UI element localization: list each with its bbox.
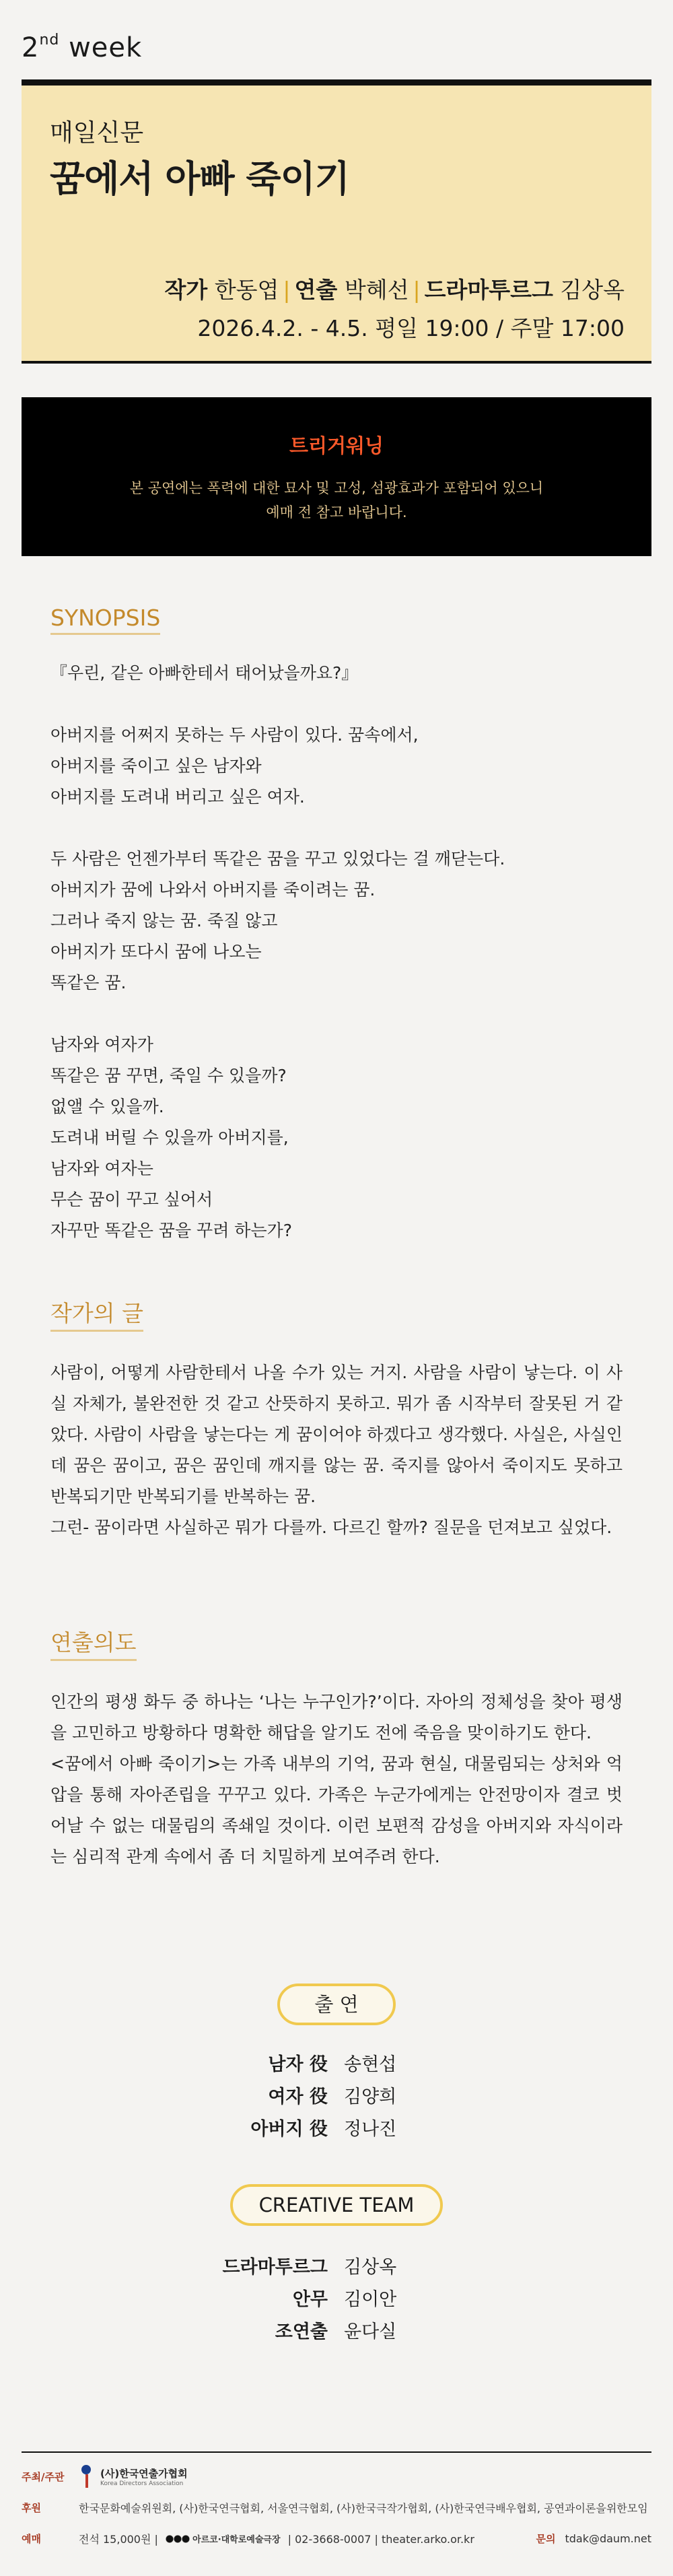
creative-row (0, 2249, 673, 2281)
synopsis-paragraph: 두 사람은 언젠가부터 똑같은 꿈을 꾸고 있었다는 걸 깨닫는다. 아버지가 꿈에 나와서 아버지를 죽이려는 꿈. 그러나 죽지 않는 꿈. 죽질 않고 아버지가 또다시 꿈에 나오는 똑같은 꿈. (50, 849, 505, 992)
writer-note-body (50, 1357, 623, 1543)
credit-role: 드라마투르그 (424, 277, 553, 303)
week-number: 2 (22, 32, 40, 63)
trigger-body (22, 476, 651, 524)
synopsis-heading: SYNOPSIS (50, 605, 160, 635)
cast-list (0, 2046, 673, 2143)
ticket-label: 예매 (22, 2532, 41, 2545)
creative-row (0, 2281, 673, 2313)
venue-logo (166, 2532, 281, 2545)
credit-name: 한동엽 (214, 277, 279, 303)
cast-row (0, 2046, 673, 2078)
trigger-warning-box (22, 397, 651, 556)
contact-label: 문의 (536, 2532, 556, 2545)
cast-name: 송현섭 (344, 2054, 397, 2075)
cast-name: 김양희 (344, 2086, 397, 2107)
trigger-line: 예매 전 참고 바랍니다. (266, 504, 407, 520)
credits-line (165, 273, 625, 304)
contact (536, 2532, 651, 2546)
writer-note-text: 사람이, 어떻게 사람한테서 나올 수가 있는 거지. 사람을 사람이 낳는다. 이 사실 자체가, 불완전한 것 같고 산뜻하지 못하고. 뭐가 좀 시작부터 잘못된 거 같았다. 사람이 사람을 낳는다는 게 꿈이어야 하겠다고 생각했다. 사실은, 사실인데 꿈은 꿈이고, 꿈은 꿈인데 깨지를 않는 꿈. 죽지를 않아서 죽이지도 못하고 반복되기만 반복되기를 반복하는 꿈. 그런- 꿈이라면 사실하곤 뭐가 다를까. 다르긴 할까? 질문을 던져보고 싶었다. (50, 1363, 623, 1537)
creative-role: 드라마투르그 (222, 2256, 328, 2278)
show-title: 꿈에서 아빠 죽이기 (50, 158, 349, 200)
creative-team-list (0, 2249, 673, 2346)
director-note-heading: 연출의도 (50, 1625, 137, 1661)
writer-note-heading: 작가의 글 (50, 1296, 143, 1332)
director-note-body (50, 1687, 623, 1872)
creative-name: 김이안 (344, 2289, 397, 2310)
host-logo (79, 2465, 188, 2488)
contact-email-link[interactable]: tdak@daum.net (565, 2532, 651, 2545)
title-box (22, 86, 651, 364)
trigger-line: 본 공연에는 폭력에 대한 묘사 및 고성, 섬광효과가 포함되어 있으니 (129, 480, 544, 496)
cast-row (0, 2111, 673, 2143)
ticket-price: 전석 15,000원 (79, 2532, 151, 2546)
credit-role: 연출 (294, 277, 338, 303)
host-name: (사)한국연출가협회 (100, 2467, 188, 2480)
creative-name: 김상옥 (344, 2256, 397, 2278)
venue-name: 아르코·대학로예술극장 (192, 2535, 281, 2545)
trigger-title: 트리거워닝 (289, 434, 384, 457)
ticket-info: 전석 15,000원 | 아르코·대학로예술극장 | 02-3668-0007 | theater.arko.or.kr (79, 2532, 474, 2546)
ticket-phone[interactable]: 02-3668-0007 (295, 2532, 371, 2546)
sponsor-list: 한국문화예술위원회, (사)한국연극협회, 서울연극협회, (사)한국극작가협회, (사)한국연극배우협회, 공연과이론을위한모임 (79, 2501, 648, 2515)
ticket-website-link[interactable]: theater.arko.or.kr (382, 2532, 474, 2546)
host-label: 주최/주관 (22, 2470, 65, 2483)
cast-role: 남자 役 (268, 2054, 328, 2075)
creative-team-heading: CREATIVE TEAM (230, 2184, 443, 2226)
separator: | (413, 277, 421, 303)
synopsis-paragraph: 남자와 여자가 똑같은 꿈 꾸면, 죽일 수 있을까? 없앨 수 있을까. 도려내 버릴 수 있을까 아버지를, 남자와 여자는 무슨 꿈이 꾸고 싶어서 자꾸만 똑같은 꿈을 꾸려 하는가? (50, 1035, 293, 1240)
week-word: week (69, 32, 143, 63)
creative-row (0, 2313, 673, 2346)
schedule: 2026.4.2. - 4.5. 평일 19:00 / 주말 17:00 (197, 315, 625, 341)
top-divider (22, 79, 651, 86)
cast-role: 아버지 役 (250, 2118, 328, 2140)
credit-role: 작가 (164, 277, 208, 303)
arko-logo-icon (166, 2535, 190, 2543)
footer-divider (22, 2451, 651, 2453)
credit-name: 김상옥 (560, 277, 625, 303)
newspaper-name: 매일신문 (50, 119, 144, 147)
association-logo-icon (79, 2465, 94, 2488)
synopsis-paragraph: 아버지를 어쩌지 못하는 두 사람이 있다. 꿈속에서, 아버지를 죽이고 싶은 남자와 아버지를 도려내 버리고 싶은 여자. (50, 725, 419, 807)
ticket-row (22, 2523, 651, 2554)
director-note-text: 인간의 평생 화두 중 하나는 ‘나는 누구인가?’이다. 자아의 정체성을 찾아 평생을 고민하고 방황하다 명확한 해답을 알기도 전에 죽음을 맞이하기도 한다. <꿈에서 아빠 죽이기>는 가족 내부의 기억, 꿈과 현실, 대물림되는 상처와 억압을 통해 자아존립을 꾸꾸고 있다. 가족은 누군가에게는 안전망이자 결코 벗어날 수 없는 대물림의 족쇄일 것이다. 이런 보편적 감성을 아버지와 자식이라는 심리적 관계 속에서 좀 더 치밀하게 보여주려 한다. (50, 1692, 623, 1866)
cast-row (0, 2078, 673, 2111)
synopsis-body (50, 658, 623, 1246)
cast-heading: 출 연 (277, 1984, 396, 2025)
creative-role: 안무 (292, 2289, 328, 2310)
week-label (22, 32, 142, 63)
cast-role: 여자 役 (268, 2086, 328, 2107)
host-row (22, 2461, 651, 2492)
footer (22, 2461, 651, 2554)
sponsor-row (22, 2492, 651, 2523)
creative-name: 윤다실 (344, 2321, 397, 2342)
creative-role: 조연출 (275, 2321, 328, 2342)
synopsis-paragraph: 『우린, 같은 아빠한테서 태어났을까요?』 (50, 663, 359, 683)
cast-name: 정나진 (344, 2118, 397, 2140)
week-suffix: nd (39, 31, 60, 48)
sponsor-label: 후원 (22, 2501, 41, 2514)
credit-name: 박혜선 (344, 277, 409, 303)
separator: | (283, 277, 291, 303)
host-subtitle: Korea Directors Association (100, 2480, 184, 2487)
